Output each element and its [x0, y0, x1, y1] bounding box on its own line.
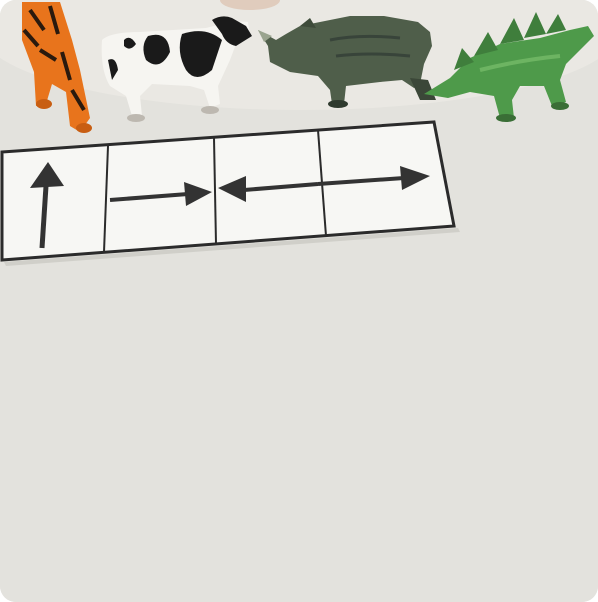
photo: [0, 0, 598, 602]
scene: [0, 0, 598, 602]
